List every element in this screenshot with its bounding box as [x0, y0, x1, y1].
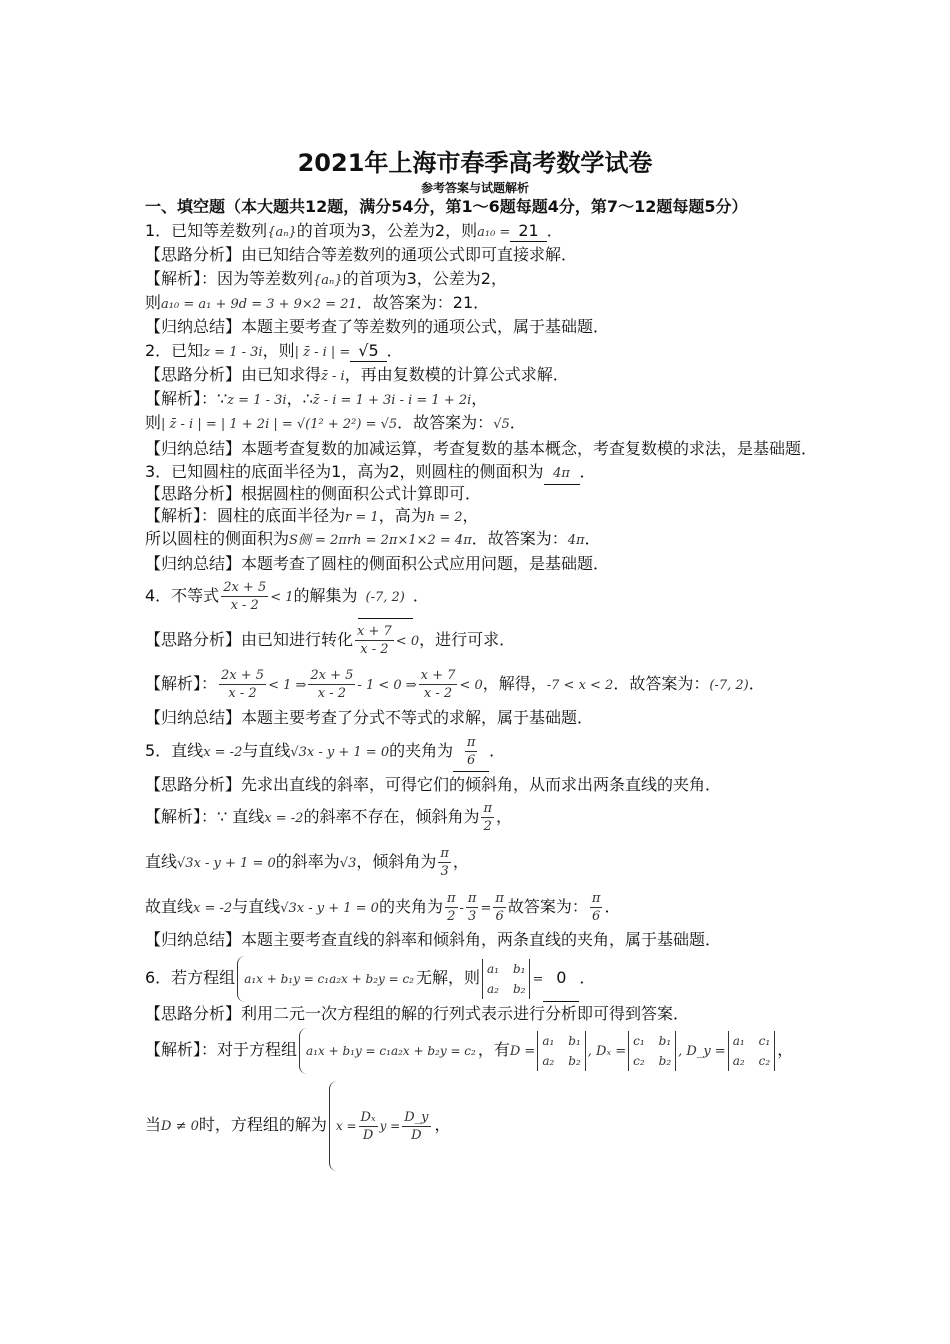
q4-question: 4．不等式 $\frac{2x + 5}{x - 2}$ < 1的解集为 (-7, 2) ． — [145, 576, 429, 619]
q5-solution: 【解析】：∵ 直线x = -2的斜率不存在，倾斜角为 $\frac{\pi}{2}$ ， — [145, 801, 513, 834]
q4-solution: 【解析】： $\frac{2x + 5}{x - 2}$ < 1 ⇒ $\frac{2x + 5}{x - 2}$ - 1 < 0 ⇒ $\frac{x + 7}{x - 2}$ < 0，解得，-7 < x < 2．故答案为：(-7, 2)． — [145, 668, 765, 701]
section-heading: 一、填空题（本大题共12题，满分54分，第1～6题每题4分，第7～12题每题5分） — [145, 197, 748, 216]
q5-solution-line3: 故直线x = -2与直线√3x - y + 1 = 0的夹角为 $\frac{\pi}{2}$ - $\frac{\pi}{3}$ = $\frac{\pi}{6}$ 故答案为： $\frac{\pi}{6}$ ． — [145, 891, 621, 924]
q6-question: 6．若方程组 a₁x + b₁y = c₁a₂x + b₂y = c₂ 无解，则 a₁ b₁ a₂ b₂ = 0 ． — [145, 955, 595, 1003]
q6-answer: 0 — [543, 955, 579, 1002]
q5-summary: 【归纳总结】本题主要考查直线的斜率和倾斜角，两条直线的夹角，属于基础题． — [145, 930, 722, 949]
q4-analysis: 【思路分析】由已知进行转化 $\frac{x + 7}{x - 2}$ < 0，进行可求． — [145, 624, 516, 657]
q3-question: 3．已知圆柱的底面半径为1，高为2，则圆柱的侧面积为 4π ． — [145, 462, 596, 485]
q3-summary: 【归纳总结】本题考查了圆柱的侧面积公式应用问题，是基础题． — [145, 554, 610, 573]
q5-analysis: 【思路分析】先求出直线的斜率，可得它们的倾斜角，从而求出两条直线的夹角． — [145, 775, 722, 794]
q4-answer: (-7, 2) — [358, 578, 413, 619]
q2-solution-line2: 则| z̄ - i | = | 1 + 2i | = √(1² + 2²) = √5．故答案为：√5． — [145, 413, 526, 432]
q2-answer: √5 — [350, 341, 386, 362]
q6-equation-system: a₁x + b₁y = c₁a₂x + b₂y = c₂ — [237, 956, 414, 1002]
q6-analysis: 【思路分析】利用二元一次方程组的解的行列式表示进行分析即可得到答案． — [145, 1004, 690, 1023]
q3-answer: 4π — [544, 464, 580, 485]
q2-question: 2．已知z = 1 - 3i，则| z̄ - i | = √5 ． — [145, 341, 403, 360]
q5-solution-line2: 直线√3x - y + 1 = 0的斜率为√3，倾斜角为 $\frac{\pi}{3}$ ， — [145, 846, 469, 879]
q4-fraction: $\frac{2x + 5}{x - 2}$ — [223, 580, 267, 613]
q3-solution-line2: 所以圆柱的侧面积为S侧 = 2πrh = 2π×1×2 = 4π．故答案为：4π． — [145, 529, 601, 548]
q1-answer: 21 — [510, 221, 546, 242]
q3-analysis: 【思路分析】根据圆柱的侧面积公式计算即可． — [145, 484, 482, 503]
q4-summary: 【归纳总结】本题主要考查了分式不等式的求解，属于基础题． — [145, 708, 594, 727]
q3-solution: 【解析】：圆柱的底面半径为r = 1，高为h = 2， — [145, 506, 479, 525]
q6-solution-system: x = $\frac{\text{Dₓ}}{D}$ y = $\frac{D\_y}{D}$ — [329, 1081, 433, 1171]
q1-question: 1．已知等差数列{aₙ}的首项为3，公差为2，则a₁₀ = 21 ． — [145, 221, 563, 240]
q1-solution-line2: 则a₁₀ = a₁ + 9d = 3 + 9×2 = 21．故答案为：21． — [145, 293, 490, 312]
q6-solution-line2: 当D ≠ 0时，方程组的解为 x = $\frac{\text{Dₓ}}{D}$ y = $\frac{D\_y}{D}$ ， — [145, 1080, 451, 1172]
q2-analysis: 【思路分析】由已知求得z̄ - i，再由复数模的计算公式求解． — [145, 365, 569, 384]
q1-analysis: 【思路分析】由已知结合等差数列的通项公式即可直接求解． — [145, 245, 578, 264]
q6-determinant: a₁ b₁ a₂ b₂ — [482, 959, 530, 999]
q6-solution: 【解析】：对于方程组 a₁x + b₁y = c₁a₂x + b₂y = c₂ ，有D = a₁ b₁ a₂ b₂ , Dₓ = c₁ b₁ c₂ b₂ , D_y = a₁ c₁ a₂ c₂ ， — [145, 1027, 793, 1075]
page-title: 2021年上海市春季高考数学试卷 — [297, 149, 653, 177]
q2-summary: 【归纳总结】本题考查复数的加减运算，考查复数的基本概念，考查复数模的求法，是基础题． — [145, 439, 818, 458]
q5-question: 5．直线x = -2与直线√3x - y + 1 = 0的夹角为 $\frac{\pi}{6}$ ． — [145, 731, 505, 773]
q5-answer: $\frac{\pi}{6}$ — [453, 731, 489, 772]
page-subtitle: 参考答案与试题解析 — [420, 181, 529, 195]
q1-solution: 【解析】：因为等差数列{aₙ}的首项为3，公差为2， — [145, 269, 507, 288]
q1-summary: 【归纳总结】本题主要考查了等差数列的通项公式，属于基础题． — [145, 317, 610, 336]
q2-solution: 【解析】：∵z = 1 - 3i，∴z̄ - i = 1 + 3i - i = 1 + 2i， — [145, 389, 488, 408]
